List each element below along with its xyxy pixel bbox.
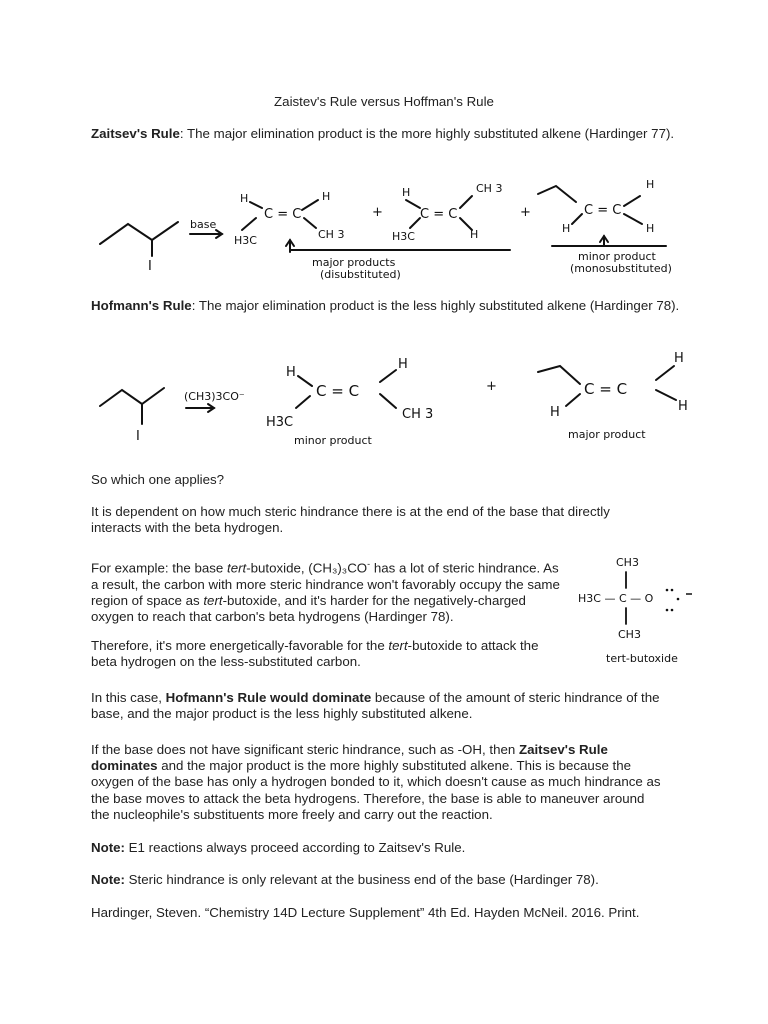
hofmann-rule-paragraph <box>91 298 691 314</box>
zaitsev-p2-h-right: H <box>470 228 479 241</box>
hofmann-heading: Hofmann's Rule <box>91 298 192 313</box>
note-steric-text: Steric hindrance is only relevant at the business end of the base (Hardinger 78). <box>124 872 599 887</box>
zaitsev-p1-cc: C = C <box>264 207 302 222</box>
hofmann-iodine-label: I <box>136 429 140 444</box>
hofmann-reagent-label: (CH3)3CO⁻ <box>184 390 245 403</box>
example-text-b: -butoxide, (CH₃)₃CO <box>246 560 368 576</box>
zaitsev-rule-paragraph <box>91 126 691 142</box>
therefore-text-a: Therefore, it's more energetically-favorable for the <box>91 638 389 653</box>
hofmann-p1-h3c: H3C <box>266 415 294 430</box>
question-paragraph: So which one applies? <box>91 472 225 487</box>
zaitsev-p3-h-top: H <box>646 178 655 191</box>
zaitsev-plus-1: + <box>372 205 383 220</box>
zaitsev-reaction-diagram <box>90 172 710 284</box>
zaitsev-iodine-label: I <box>148 259 152 274</box>
hofmann-p1-cc: C = C <box>316 382 360 400</box>
hofmann-plus: + <box>486 379 497 394</box>
note-steric <box>91 872 691 888</box>
zaitsev-p2-h-left: H <box>402 186 411 199</box>
this-case-text-c: because of the amount of steric hindrance of the base, and the major product is the less highly substituted alkene. <box>91 690 660 722</box>
hofmann-major-label: major product <box>568 428 646 441</box>
citation: Hardinger, Steven. “Chemistry 14D Lecture Supplement” 4th Ed. Hayden McNeil. 2016. Print. <box>91 905 640 920</box>
zaitsev-plus-2: + <box>520 205 531 220</box>
note-e1-text: E1 reactions always proceed according to Zaitsev's Rule. <box>124 840 466 855</box>
zaitsev-p3-cc: C = C <box>584 203 622 218</box>
hofmann-p2-h-left: H <box>550 405 560 420</box>
zaitsev-p2-ch3: CH 3 <box>476 182 503 195</box>
hofmann-p2-cc: C = C <box>584 380 628 398</box>
if-base-text-a: If the base does not have significant steric hindrance, such as -OH, then <box>91 742 519 757</box>
hofmann-reaction-diagram <box>90 344 710 456</box>
note-e1 <box>91 840 691 856</box>
tbutoxide-label: tert-butoxide <box>606 652 678 665</box>
therefore-text-b: -butoxide to attack the beta hydrogen on the less-substituted carbon. <box>91 638 539 670</box>
zaitsev-p1-h-right: H <box>322 190 331 203</box>
zaitsev-p2-cc: C = C <box>420 207 458 222</box>
dependent-paragraph: It is dependent on how much steric hindrance there is at the end of the base that directly interacts with the beta hydrogen. <box>91 504 610 536</box>
example-tert-2: tert <box>203 592 223 608</box>
hofmann-p2-h-top: H <box>674 351 684 366</box>
zaitsev-major-label: major products <box>312 256 396 269</box>
hofmann-minor-label: minor product <box>294 434 372 447</box>
if-base-bold: Zaitsev's Rule dominates <box>91 742 608 774</box>
hofmann-p1-h-right: H <box>398 357 408 372</box>
zaitsev-text: : The major elimination product is the more highly substituted alkene (Hardinger 77). <box>179 126 675 141</box>
therefore-tert: tert <box>388 638 408 653</box>
hofmann-p1-h-left: H <box>286 365 296 380</box>
zaitsev-major-sublabel: (disubstituted) <box>320 268 401 281</box>
example-text-d: -butoxide, and it's harder for the negatively-charged oxygen to reach that carbon's beta hydrogens (Hardinger 78). <box>91 592 526 625</box>
example-paragraph <box>91 556 561 625</box>
therefore-paragraph <box>91 638 561 670</box>
if-base-text-c: and the major product is the more highly substituted alkene. This is because the oxygen of the base has only a hydrogen bonded to it, which doesn't cause as much hindrance as the base moves to attack the beta hydrogens. Therefore, the base is able to maneuver around the nucleophile's substituents more freely and carry out the reaction. <box>91 758 661 822</box>
example-tert: tert <box>227 560 247 576</box>
zaitsev-minor-sublabel: (monosubstituted) <box>570 262 672 275</box>
zaitsev-heading: Zaitsev's Rule <box>91 126 180 141</box>
hofmann-text: : The major elimination product is the less highly substituted alkene (Hardinger 78). <box>191 298 680 313</box>
hofmann-p2-h-right: H <box>678 399 688 414</box>
this-case-bold: Hofmann's Rule would dominate <box>165 690 372 705</box>
zaitsev-minor-label: minor product <box>578 250 656 263</box>
zaitsev-p3-h-right: H <box>646 222 655 235</box>
zaitsev-reagent-label: base <box>190 218 217 231</box>
page-title: Zaistev's Rule versus Hoffman's Rule <box>274 94 494 109</box>
zaitsev-p1-ch3: CH 3 <box>318 228 345 241</box>
zaitsev-p1-h3c: H3C <box>234 234 257 247</box>
tbutoxide-chain: H3C — C — O <box>578 592 654 605</box>
example-text-c: has a lot of steric hindrance. As a result, the carbon with more steric hindrance won't favorably occupy the same region of space as <box>91 560 560 608</box>
example-minus: - <box>367 559 371 569</box>
if-base-paragraph <box>91 742 661 823</box>
this-case-paragraph <box>91 690 661 722</box>
note-steric-label: Note: <box>91 872 125 887</box>
tbutoxide-ch3-bottom: CH3 <box>618 628 641 641</box>
tbutoxide-ch3-top: CH3 <box>616 556 639 569</box>
zaitsev-p1-h-top: H <box>240 192 249 205</box>
note-e1-label: Note: <box>91 840 125 855</box>
example-text-a: For example: the base <box>91 560 227 576</box>
zaitsev-p2-h3c: H3C <box>392 230 415 243</box>
hofmann-p1-ch3: CH 3 <box>402 407 434 422</box>
this-case-text-a: In this case, <box>91 690 166 705</box>
tert-butoxide-structure <box>572 550 732 670</box>
zaitsev-p3-h-left: H <box>562 222 571 235</box>
